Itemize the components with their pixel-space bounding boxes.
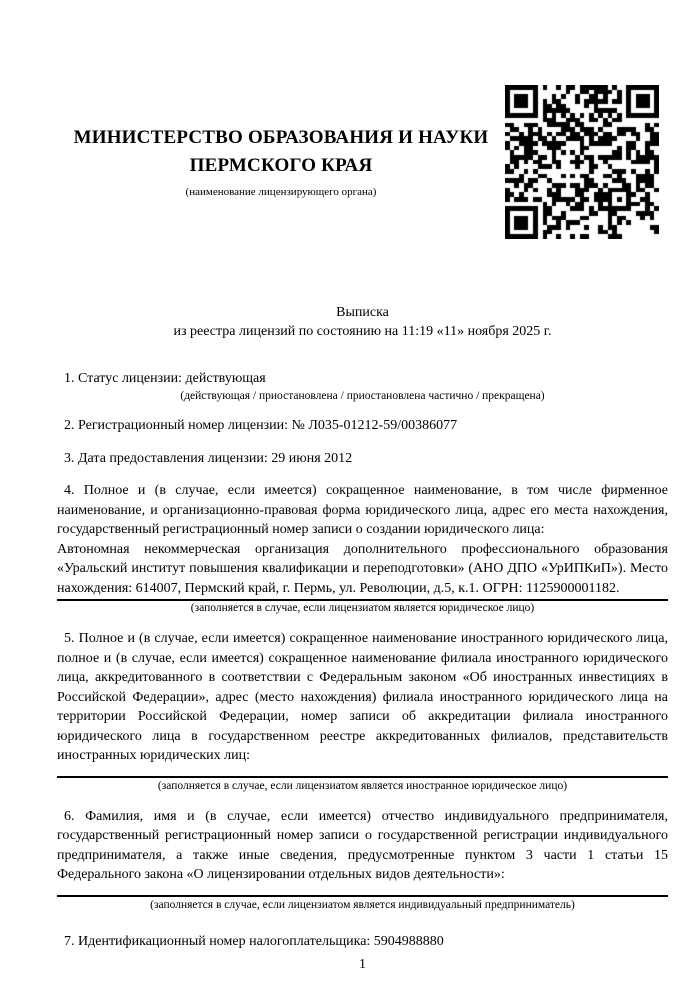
issuing-authority-block [57, 124, 505, 199]
legal-entity-caption: (заполняется в случае, если лицензиатом является юридическое лицо) [190, 602, 535, 614]
foreign-entity-value [57, 766, 668, 776]
individual-entrepreneur-value [57, 885, 668, 895]
document-title-line1: Выписка [336, 305, 389, 320]
section-registration-number [57, 416, 668, 436]
document-header [57, 0, 668, 303]
license-status-caption: (действующая / приостановлена / приостановлена частично / прекращена) [180, 390, 545, 402]
license-status-text: 1. Статус лицензии: действующая [64, 371, 266, 386]
foreign-entity-caption: (заполняется в случае, если лицензиатом является иностранное юридическое лицо) [157, 779, 568, 792]
qr-code-icon [505, 85, 659, 239]
authority-caption: (наименование лицензирующего органа) [185, 186, 377, 198]
authority-name-line1: МИНИСТЕРСТВО ОБРАЗОВАНИЯ И НАУКИ [73, 127, 489, 148]
registration-number-text: 2. Регистрационный номер лицензии: № Л035-01212-59/00386077 [64, 418, 458, 433]
section-legal-entity [57, 481, 668, 615]
legal-entity-value: Автономная некоммерческая организация дополнительного профессионального образования «Уральский институт повышения квалификации и переподготовки» (АНО ДПО «УрИПКиП»). Место нахождения: 614007, Пермский край, г. Пермь, ул. Революции, д.5, к.1. ОГРН: 1125900001182. [57, 541, 668, 596]
section-taxpayer-number [57, 932, 668, 952]
page-number: 1 [359, 957, 366, 972]
section-individual-entrepreneur [57, 807, 668, 912]
grant-date-text: 3. Дата предоставления лицензии: 29 июня 2012 [64, 450, 353, 466]
document-title-line2: из реестра лицензий по состоянию на 11:19 «11» ноября 2025 г. [173, 324, 552, 339]
section-foreign-entity [57, 629, 668, 793]
section-license-status [57, 369, 668, 403]
legal-entity-label: 4. Полное и (в случае, если имеется) сокращенное наименование, в том числе фирменное наименование, и организационно-правовая форма юридического лица, адрес его места нахождения, государственный регистрационный номер записи о создании юридического лица: [57, 483, 668, 537]
authority-name-line2: ПЕРМСКОГО КРАЯ [189, 155, 373, 176]
foreign-entity-label: 5. Полное и (в случае, если имеется) сокращенное наименование иностранного юридического лица, полное и (в случае, если имеется) сокращенное наименование филиала иностранного юридического лица, аккредитованного в соответствии с Федеральным законом «Об иностранных инвестициях в Российской Федерации», адрес (место нахождения) филиала иностранного юридического лица на территории Российской Федерации, номер записи об аккредитации филиала иностранного юридического лица в государственном реестре аккредитованных филиалов, представительств иностранных юридических лиц: [57, 631, 668, 763]
section-grant-date [57, 449, 668, 469]
document-title [57, 303, 668, 341]
taxpayer-number-text: 7. Идентификационный номер налогоплательщика: 5904988880 [64, 933, 444, 949]
individual-entrepreneur-label: 6. Фамилия, имя и (в случае, если имеется) отчество индивидуального предпринимателя, государственный регистрационный номер записи о государственной регистрации индивидуального предпринимателя, а также иные сведения, предусмотренные пунктом 3 части 1 статьи 15 Федерального закона «О лицензировании отдельных видов деятельности»: [57, 808, 668, 882]
individual-entrepreneur-caption: (заполняется в случае, если лицензиатом является индивидуальный предприниматель) [150, 898, 575, 911]
